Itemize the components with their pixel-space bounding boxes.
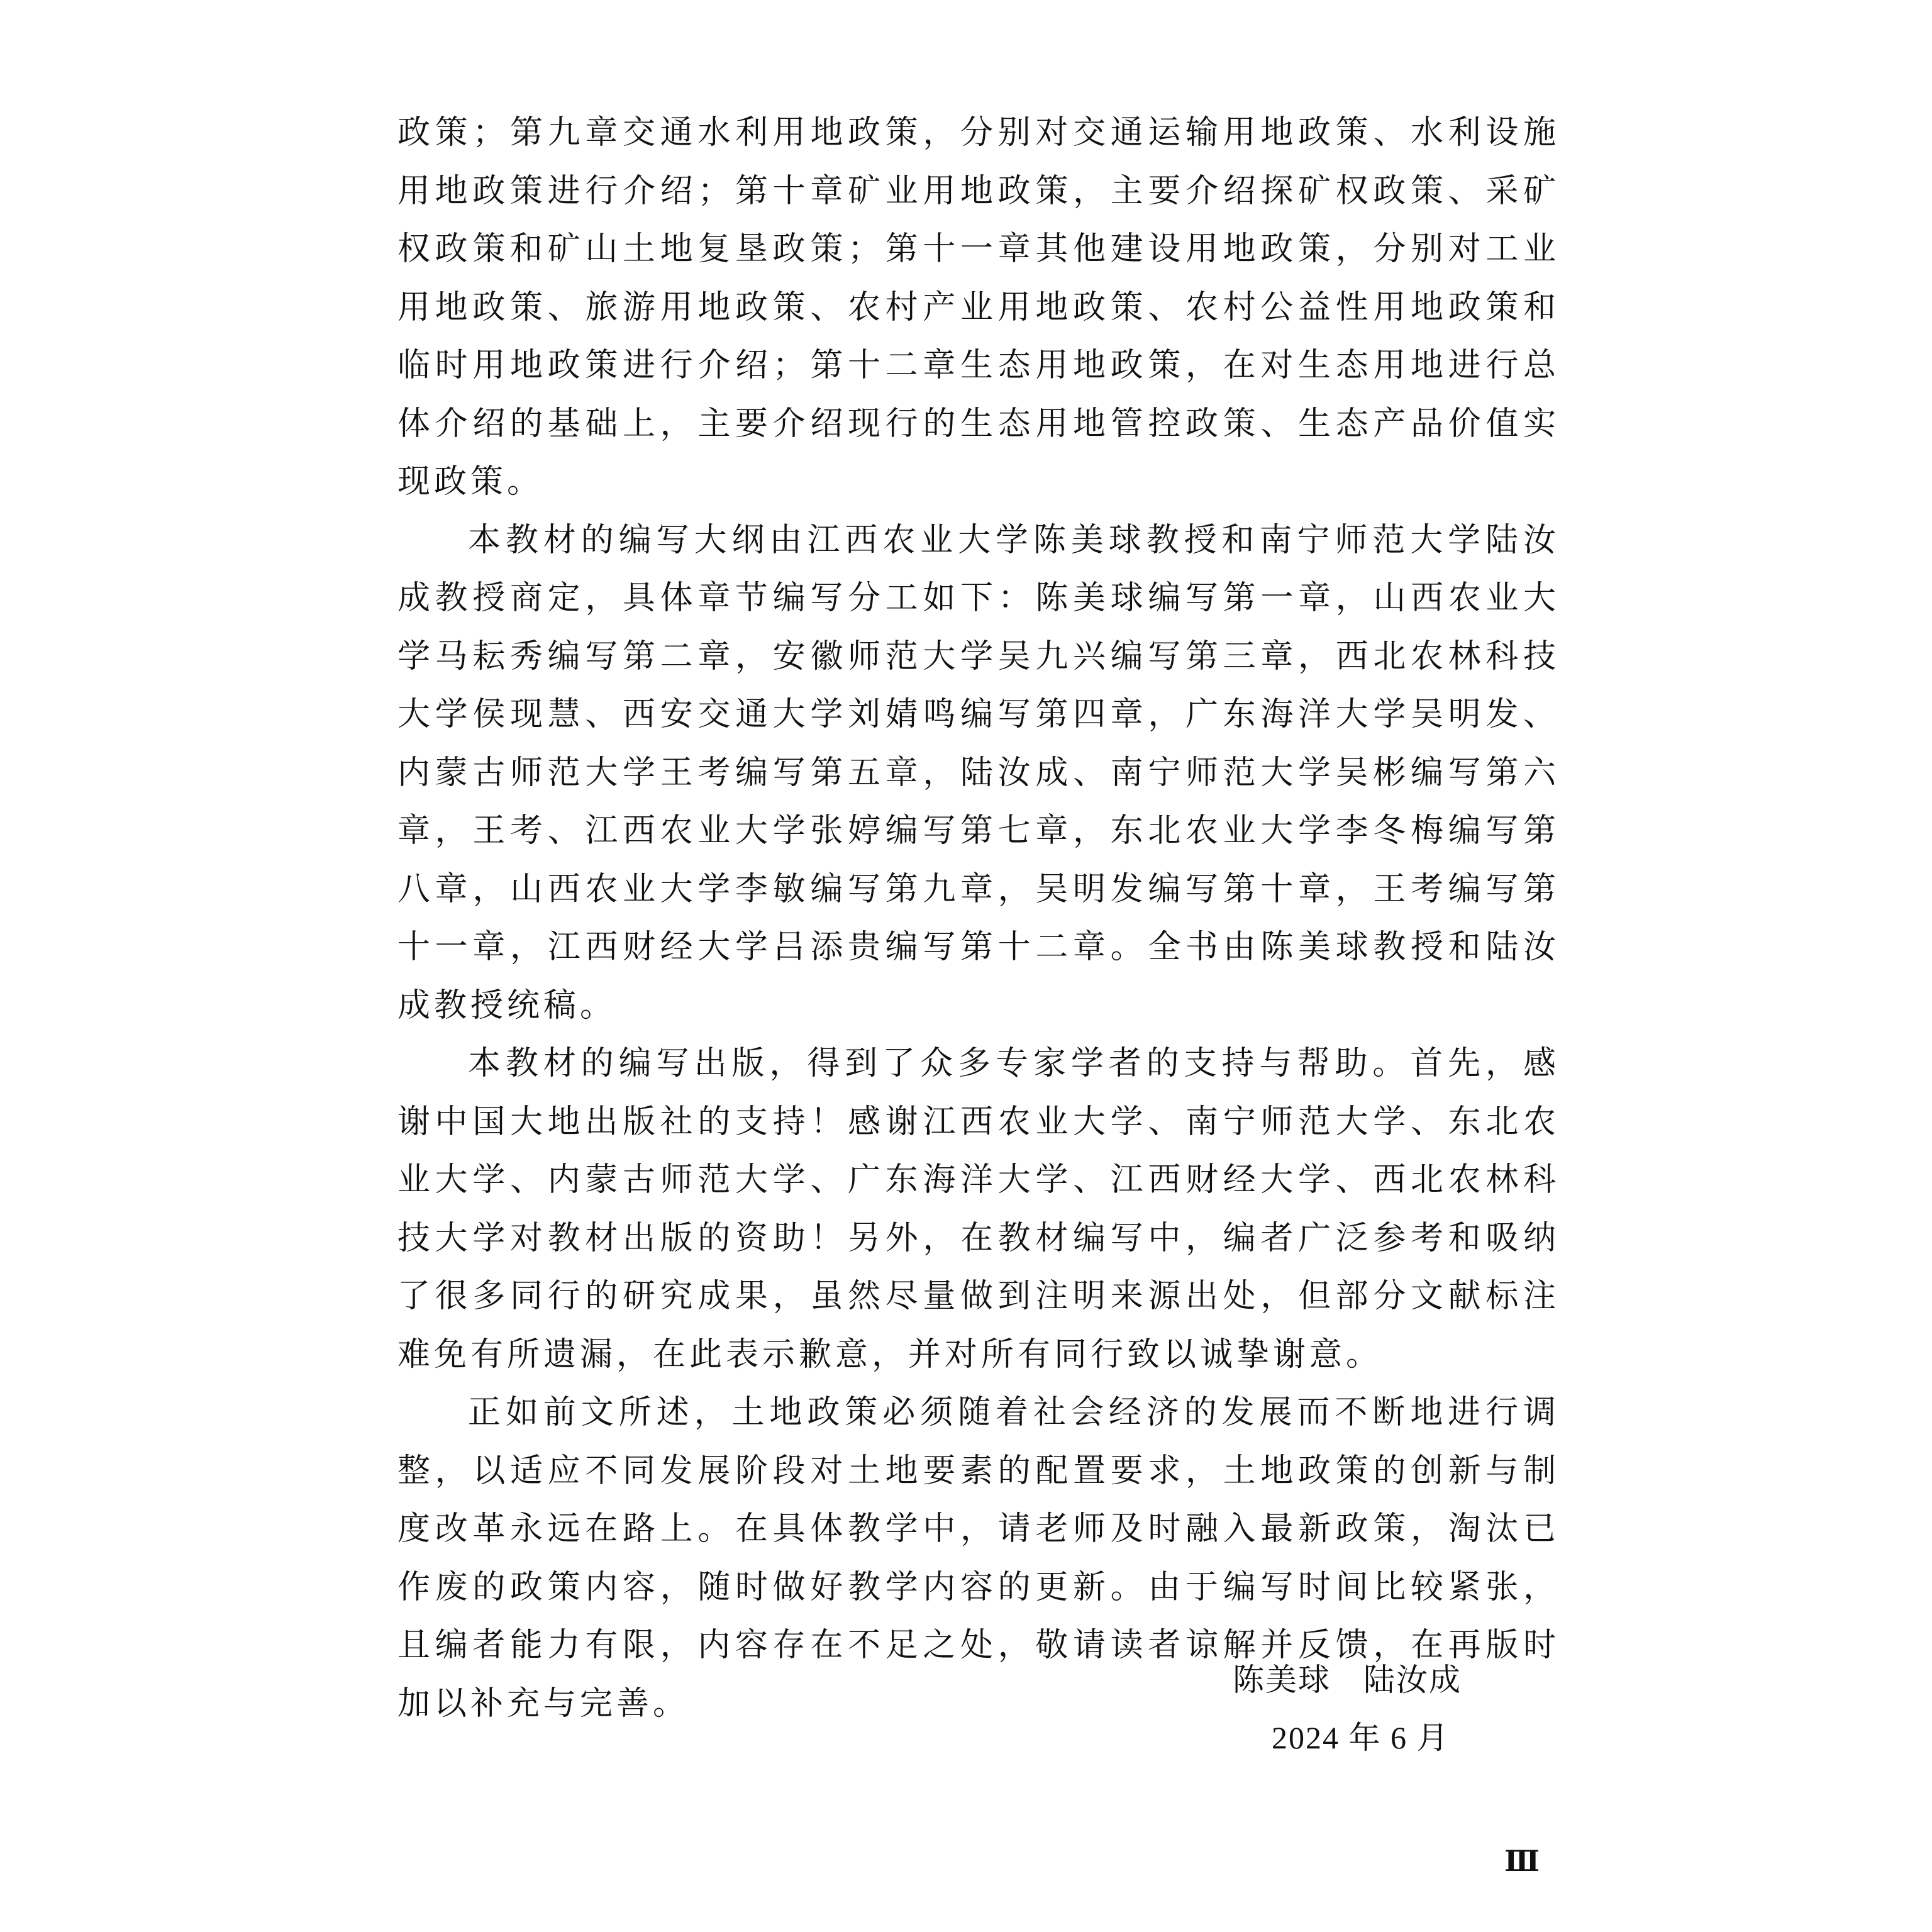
page-number: Ⅲ	[1504, 1845, 1539, 1877]
body-text	[397, 104, 1560, 1733]
paragraph-closing: 正如前文所述，土地政策必须随着社会经济的发展而不断地进行调整，以适应不同发展阶段对土地要素的配置要求，土地政策的创新与制度改革永远在路上。在具体教学中，请老师及时融入最新政策，淘汰已作废的政策内容，随时做好教学内容的更新。由于编写时间比较紧张，且编者能力有限，内容存在不足之处，敬请读者谅解并反馈，在再版时加以补充与完善。	[397, 1394, 1560, 1723]
signature-date: 2024 年 6 月	[1272, 1720, 1450, 1755]
paragraph-authorship: 本教材的编写大纲由江西农业大学陈美球教授和南宁师范大学陆汝成教授商定，具体章节编写分工如下：陈美球编写第一章，山西农业大学马耘秀编写第二章，安徽师范大学吴九兴编写第三章，西北农林科技大学侯现慧、西安交通大学刘婧鸣编写第四章，广东海洋大学吴明发、内蒙古师范大学王考编写第五章，陆汝成、南宁师范大学吴彬编写第六章，王考、江西农业大学张婷编写第七章，东北农业大学李冬梅编写第八章，山西农业大学李敏编写第九章，吴明发编写第十章，王考编写第十一章，江西财经大学吕添贵编写第十二章。全书由陈美球教授和陆汝成教授统稿。	[397, 521, 1560, 1024]
signature-authors: 陈美球 陆汝成	[1233, 1662, 1462, 1698]
paragraph-acknowledgements: 本教材的编写出版，得到了众多专家学者的支持与帮助。首先，感谢中国大地出版社的支持！感谢江西农业大学、南宁师范大学、东北农业大学、内蒙古师范大学、广东海洋大学、江西财经大学、西北农林科技大学对教材出版的资助！另外，在教材编写中，编者广泛参考和吸纳了很多同行的研究成果，虽然尽量做到注明来源出处，但部分文献标注难免有所遗漏，在此表示歉意，并对所有同行致以诚挚谢意。	[397, 1045, 1560, 1374]
paragraph-continuation: 政策；第九章交通水利用地政策，分别对交通运输用地政策、水利设施用地政策进行介绍；第十章矿业用地政策，主要介绍探矿权政策、采矿权政策和矿山土地复垦政策；第十一章其他建设用地政策，分别对工业用地政策、旅游用地政策、农村产业用地政策、农村公益性用地政策和临时用地政策进行介绍；第十二章生态用地政策，在对生态用地进行总体介绍的基础上，主要介绍现行的生态用地管控政策、生态产品价值实现政策。	[397, 114, 1560, 501]
signature-block	[1233, 1651, 1560, 1767]
